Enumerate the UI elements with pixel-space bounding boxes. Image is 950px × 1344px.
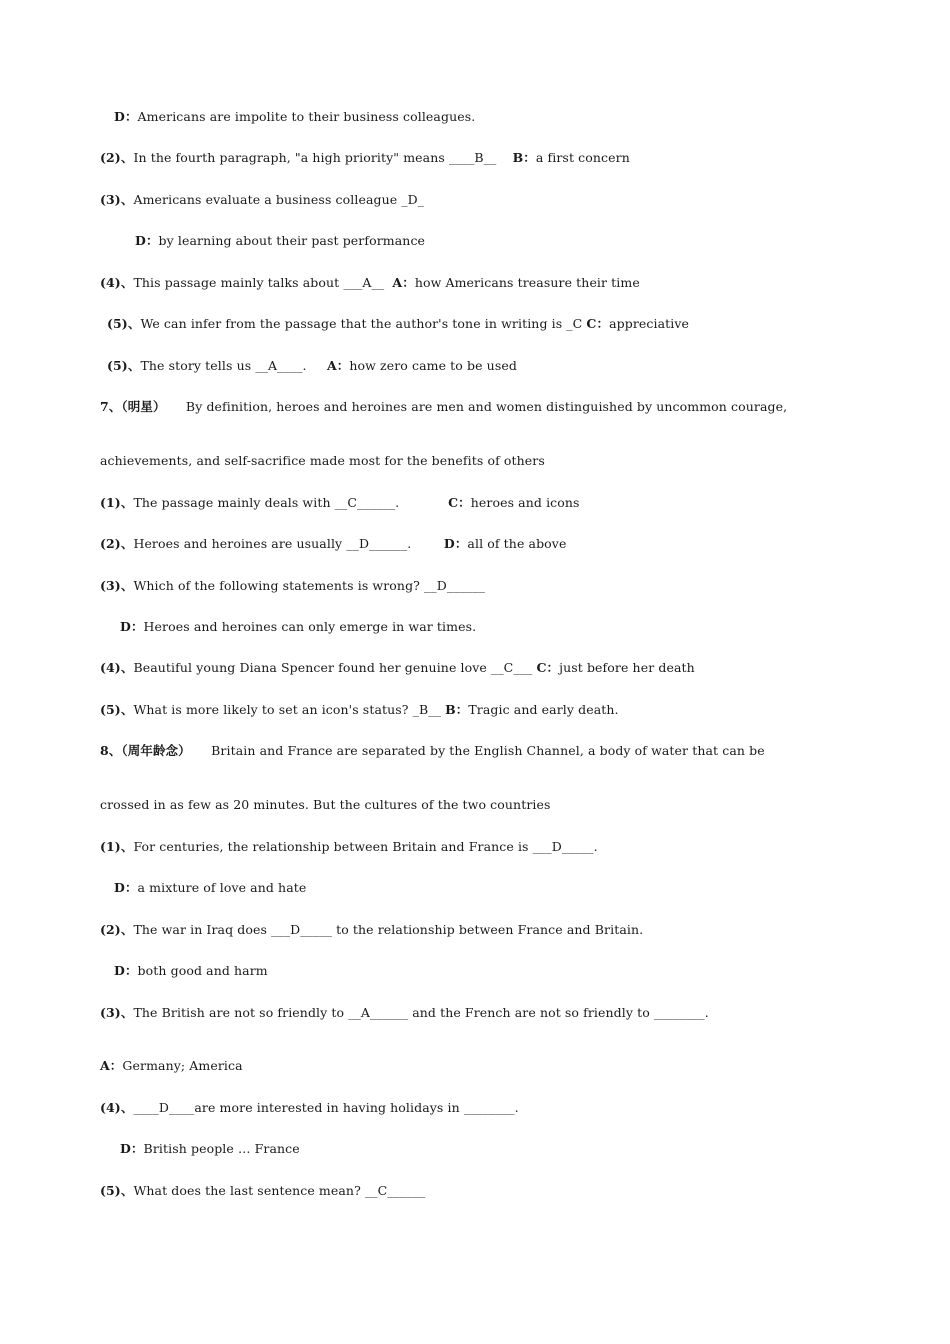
item-label: (5)、 — [100, 1183, 134, 1198]
item-text: We can infer from the passage that the author's tone in writing is _C — [140, 316, 587, 331]
item-label: D： — [120, 619, 144, 634]
question-line — [100, 702, 619, 718]
item-label: D： — [114, 963, 138, 978]
item-text: ____D____are more interested in having holidays in ________. — [133, 1100, 519, 1115]
item-label: (3)、 — [100, 192, 134, 207]
item-label: C： — [586, 316, 610, 331]
item-label: (1)、 — [100, 495, 134, 510]
question-line — [100, 1100, 519, 1116]
question-line — [107, 316, 689, 332]
answer-line — [120, 619, 476, 635]
item-label: 7、（明星） — [100, 399, 166, 414]
item-label: (5)、 — [107, 358, 141, 373]
item-text: achievements, and self-sacrifice made most for the benefits of others — [100, 453, 545, 468]
item-text: The story tells us __A____. — [140, 358, 327, 373]
item-text: In the fourth paragraph, "a high priority" means ____B__ — [133, 150, 513, 165]
item-text: Beautiful young Diana Spencer found her genuine love __C___ — [133, 660, 537, 675]
item-label: A： — [100, 1058, 123, 1073]
item-text: heroes and icons — [470, 495, 580, 510]
item-label: D： — [114, 880, 138, 895]
item-text: This passage mainly talks about ___A__ — [133, 275, 393, 290]
question-line — [100, 1183, 425, 1199]
item-text: a first concern — [535, 150, 630, 165]
item-text: The war in Iraq does ___D_____ to the relationship between France and Britain. — [133, 922, 644, 937]
item-text: all of the above — [467, 536, 567, 551]
passage-line — [100, 797, 551, 813]
item-text: Tragic and early death. — [468, 702, 619, 717]
item-text: by learning about their past performance — [158, 233, 426, 248]
answer-line — [114, 963, 268, 979]
item-text: Which of the following statements is wrong? __D______ — [133, 578, 485, 593]
item-label: D： — [135, 233, 159, 248]
item-label: A： — [326, 358, 350, 373]
item-label: (3)、 — [100, 1005, 134, 1020]
item-text: The passage mainly deals with __C______. — [133, 495, 449, 510]
item-label: 8、（周年龄念） — [100, 743, 191, 758]
item-label: D： — [114, 109, 138, 124]
item-text: For centuries, the relationship between Britain and France is ___D_____. — [133, 839, 598, 854]
item-label: C： — [536, 660, 560, 675]
item-label: (2)、 — [100, 922, 134, 937]
item-text: Germany; America — [122, 1058, 243, 1073]
question-line — [100, 839, 598, 855]
answer-line — [114, 109, 475, 125]
item-text: Heroes and heroines can only emerge in war times. — [143, 619, 477, 634]
item-text: Americans are impolite to their business colleagues. — [137, 109, 476, 124]
item-text: What is more likely to set an icon's status? _B__ — [133, 702, 446, 717]
answer-line — [100, 1058, 243, 1074]
section-heading — [100, 399, 787, 415]
item-text: a mixture of love and hate — [137, 880, 307, 895]
item-label: (5)、 — [100, 702, 134, 717]
question-line — [100, 275, 640, 291]
question-line — [100, 495, 580, 511]
item-label: (4)、 — [100, 1100, 134, 1115]
item-text: how Americans treasure their time — [414, 275, 640, 290]
question-line — [100, 536, 566, 552]
item-label: A： — [392, 275, 415, 290]
question-line — [100, 150, 630, 166]
item-text: Heroes and heroines are usually __D______. — [133, 536, 444, 551]
item-text: appreciative — [609, 316, 690, 331]
answer-line — [114, 880, 306, 896]
item-label: (5)、 — [107, 316, 141, 331]
item-label: (4)、 — [100, 275, 134, 290]
item-text: crossed in as few as 20 minutes. But the cultures of the two countries — [100, 797, 551, 812]
item-text: Americans evaluate a business colleague _D_ — [133, 192, 425, 207]
item-label: (2)、 — [100, 536, 134, 551]
section-heading — [100, 743, 765, 759]
item-text: By definition, heroes and heroines are men and women distinguished by uncommon courage, — [165, 399, 788, 414]
item-text: just before her death — [559, 660, 695, 675]
item-label: D： — [120, 1141, 144, 1156]
question-line — [100, 192, 424, 208]
item-label: D： — [443, 536, 468, 551]
question-line — [100, 922, 643, 938]
item-text: What does the last sentence mean? __C______ — [133, 1183, 426, 1198]
passage-line — [100, 453, 545, 469]
question-line — [100, 1005, 709, 1021]
item-text: both good and harm — [137, 963, 268, 978]
item-label: (2)、 — [100, 150, 134, 165]
question-line — [100, 660, 695, 676]
item-text: how zero came to be used — [349, 358, 517, 373]
question-line — [100, 578, 485, 594]
answer-line — [120, 1141, 300, 1157]
item-text: Britain and France are separated by the English Channel, a body of water that can be — [190, 743, 765, 758]
item-label: B： — [512, 150, 536, 165]
item-label: (1)、 — [100, 839, 134, 854]
item-label: B： — [445, 702, 469, 717]
item-text: The British are not so friendly to __A______ and the French are not so friendly to ________. — [133, 1005, 709, 1020]
answer-line — [135, 233, 425, 249]
item-label: C： — [448, 495, 471, 510]
item-label: (3)、 — [100, 578, 134, 593]
item-label: (4)、 — [100, 660, 134, 675]
item-text: British people … France — [143, 1141, 300, 1156]
question-line — [107, 358, 517, 374]
